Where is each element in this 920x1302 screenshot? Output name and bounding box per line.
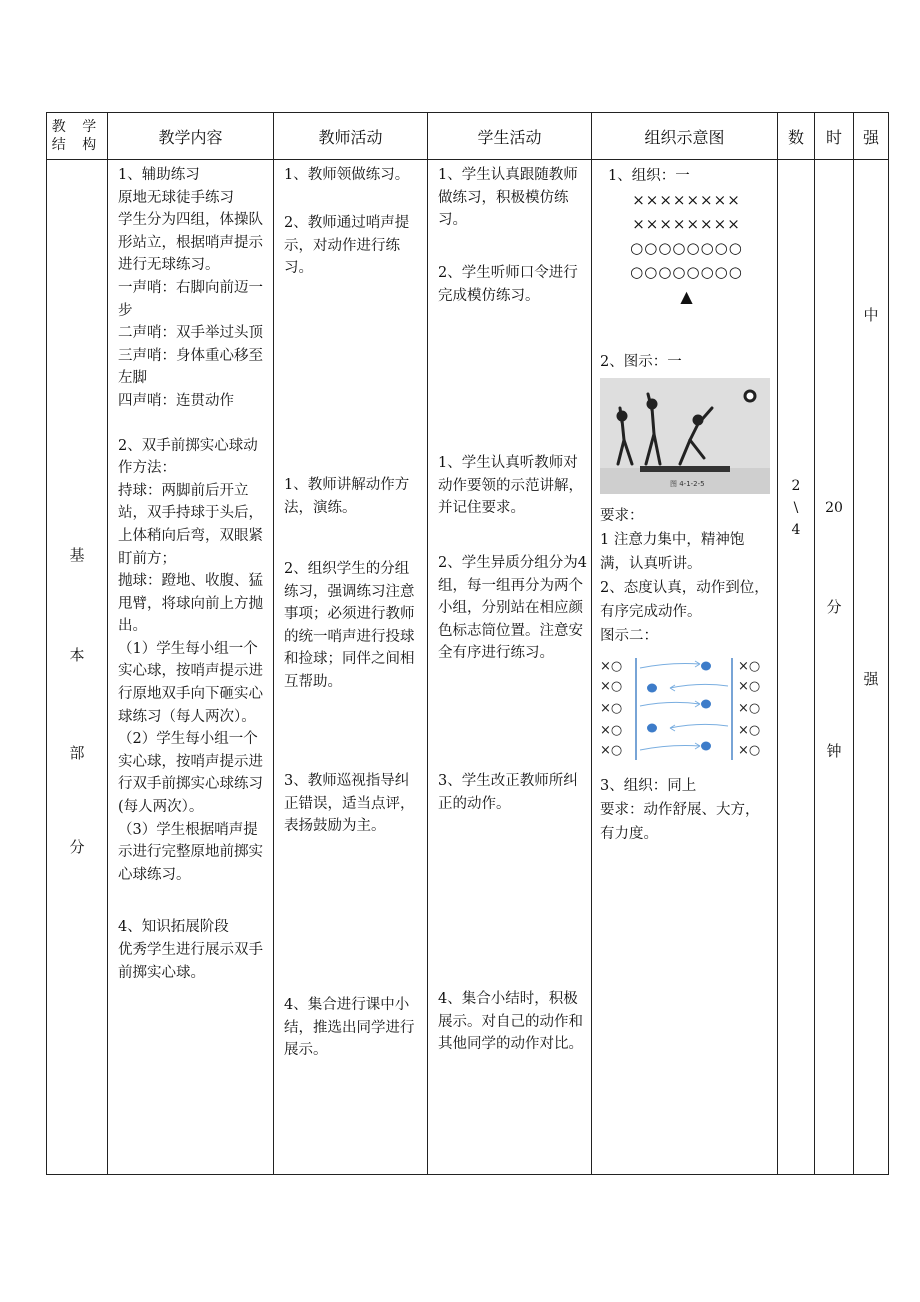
throw-demo-photo: [600, 378, 770, 494]
req-title: 要求：: [600, 508, 644, 524]
content-line: 二声哨：双手举过头顶: [118, 325, 263, 342]
header-intensity: 强: [854, 113, 889, 160]
diagram-mark: ×○: [600, 659, 623, 674]
org-title-1: 1、组织：一: [608, 168, 690, 184]
header-student: 学生活动: [428, 113, 592, 160]
content-line: 四声哨：连贯动作: [118, 392, 234, 409]
teacher-cell: [274, 160, 428, 1175]
req-2: 2、态度认真，动作到位，有序完成动作。: [600, 580, 769, 620]
student-cell: [428, 160, 592, 1175]
diagram-mark: ×○: [600, 743, 623, 758]
student-item: 4、集合小结时，积极展示。对自己的动作和其他同学的动作对比。: [438, 991, 583, 1053]
diagram-mark: ×○: [600, 723, 623, 738]
req-3: 要求：动作舒展、大方，有力度。: [600, 802, 760, 842]
content-line: 三声哨：身体重心移至左脚: [118, 347, 263, 387]
content-line: 优秀学生进行展示双手前掷实心球。: [118, 942, 263, 981]
formation-row-x: ××××××××: [632, 191, 741, 209]
content-line: 持球：两脚前后开立站，双手持球于头后，上体稍向后弯，双眼紧盯前方；: [118, 482, 263, 567]
org-title-2: 2、图示：一: [600, 354, 682, 370]
section-label-cell: [47, 160, 108, 1175]
content-line: 2、双手前掷实心球动作方法：: [118, 437, 258, 477]
photo-caption: 图 4-1-2-5: [670, 480, 705, 488]
student-item: 3、学生改正教师所纠正的动作。: [438, 773, 578, 812]
teacher-item: 2、教师通过哨声提示，对动作进行练习。: [284, 215, 410, 277]
teacher-triangle-icon: ▲: [680, 287, 693, 306]
formation-row-x: ××××××××: [632, 215, 741, 233]
teacher-item: 2、组织学生的分组练习，强调练习注意事项；必须进行教师的统一哨声进行投球和捡球；同伴之间相互帮助。: [284, 561, 415, 690]
req-1: 1 注意力集中，精神饱满，认真听讲。: [600, 532, 745, 572]
teacher-item: 1、教师讲解动作方法，演练。: [284, 477, 410, 516]
drill-diagram: [600, 654, 770, 764]
header-org: 组织示意图: [592, 113, 778, 160]
time-unit: 分: [826, 598, 842, 616]
svg-text:×○: ×○: [738, 743, 761, 758]
svg-text:×○: ×○: [738, 701, 761, 716]
intensity-value: 强: [863, 670, 879, 688]
content-line: 学生分为四组，体操队形站立，根据哨声提示进行无球练习。: [118, 212, 263, 274]
content-line: 1、辅助练习: [118, 167, 200, 183]
diagram-mark: ×○: [600, 701, 623, 716]
lesson-plan-table: [46, 112, 889, 1175]
content-line: （3）学生根据哨声提示进行完整原地前掷实心球练习。: [118, 821, 263, 883]
header-teacher: 教师活动: [274, 113, 428, 160]
teacher-item: 3、教师巡视指导纠正错误，适当点评，表扬鼓励为主。: [284, 773, 415, 835]
time-unit: 钟: [826, 742, 842, 760]
section-char: 基: [69, 546, 85, 564]
content-line: 抛球：蹬地、收腹、猛甩臂，将球向前上方抛出。: [118, 573, 263, 635]
time-cell: [815, 160, 854, 1175]
section-char: 本: [69, 646, 85, 664]
count-value: 2: [791, 478, 801, 494]
svg-text:×○: ×○: [738, 723, 761, 738]
section-char: 分: [69, 838, 85, 856]
header-structure: 教 学 结 构: [47, 113, 108, 160]
content-line: （1）学生每小组一个实心球，按哨声提示进行原地双手向下砸实心球练习（每人两次）。: [118, 640, 263, 725]
count-cell: [778, 160, 815, 1175]
svg-text:×○: ×○: [738, 659, 761, 674]
teacher-item: 1、教师领做练习。: [284, 167, 410, 183]
section-char: 部: [69, 744, 85, 762]
formation-row-o: ○○○○○○○○: [630, 239, 743, 257]
student-item: 2、学生异质分组分为4组，每一组再分为两个小组，分别站在相应颜色标志筒位置。注意安全有序进行练习。: [438, 555, 587, 662]
formation-row-o: ○○○○○○○○: [630, 263, 743, 281]
content-line: （2）学生每小组一个实心球，按哨声提示进行双手前掷实心球练习(每人两次）。: [118, 731, 263, 816]
content-line: 原地无球徒手练习: [118, 189, 234, 206]
svg-text:×○: ×○: [738, 679, 761, 694]
content-cell: [108, 160, 274, 1175]
header-count: 数: [778, 113, 815, 160]
header-content: 教学内容: [108, 113, 274, 160]
org-title-3: 图示二：: [600, 628, 658, 644]
content-line: 4、知识拓展阶段: [118, 919, 229, 936]
count-separator: \: [793, 500, 799, 516]
header-time: 时: [815, 113, 854, 160]
org-title-4: 3、组织：同上: [600, 778, 697, 794]
teacher-item: 4、集合进行课中小结，推选出同学进行展示。: [284, 997, 415, 1059]
count-value: 4: [791, 522, 801, 538]
time-value: 20: [825, 500, 843, 516]
org-cell: [592, 160, 778, 1175]
content-line: 一声哨：右脚向前迈一步: [118, 279, 263, 319]
intensity-value: 中: [863, 306, 879, 324]
student-item: 1、学生认真跟随教师做练习，积极模仿练习。: [438, 167, 578, 229]
intensity-cell: [854, 160, 889, 1175]
diagram-mark: ×○: [600, 679, 623, 694]
student-item: 2、学生听师口令进行完成模仿练习。: [438, 265, 578, 304]
student-item: 1、学生认真听教师对动作要领的示范讲解，并记住要求。: [438, 455, 583, 517]
